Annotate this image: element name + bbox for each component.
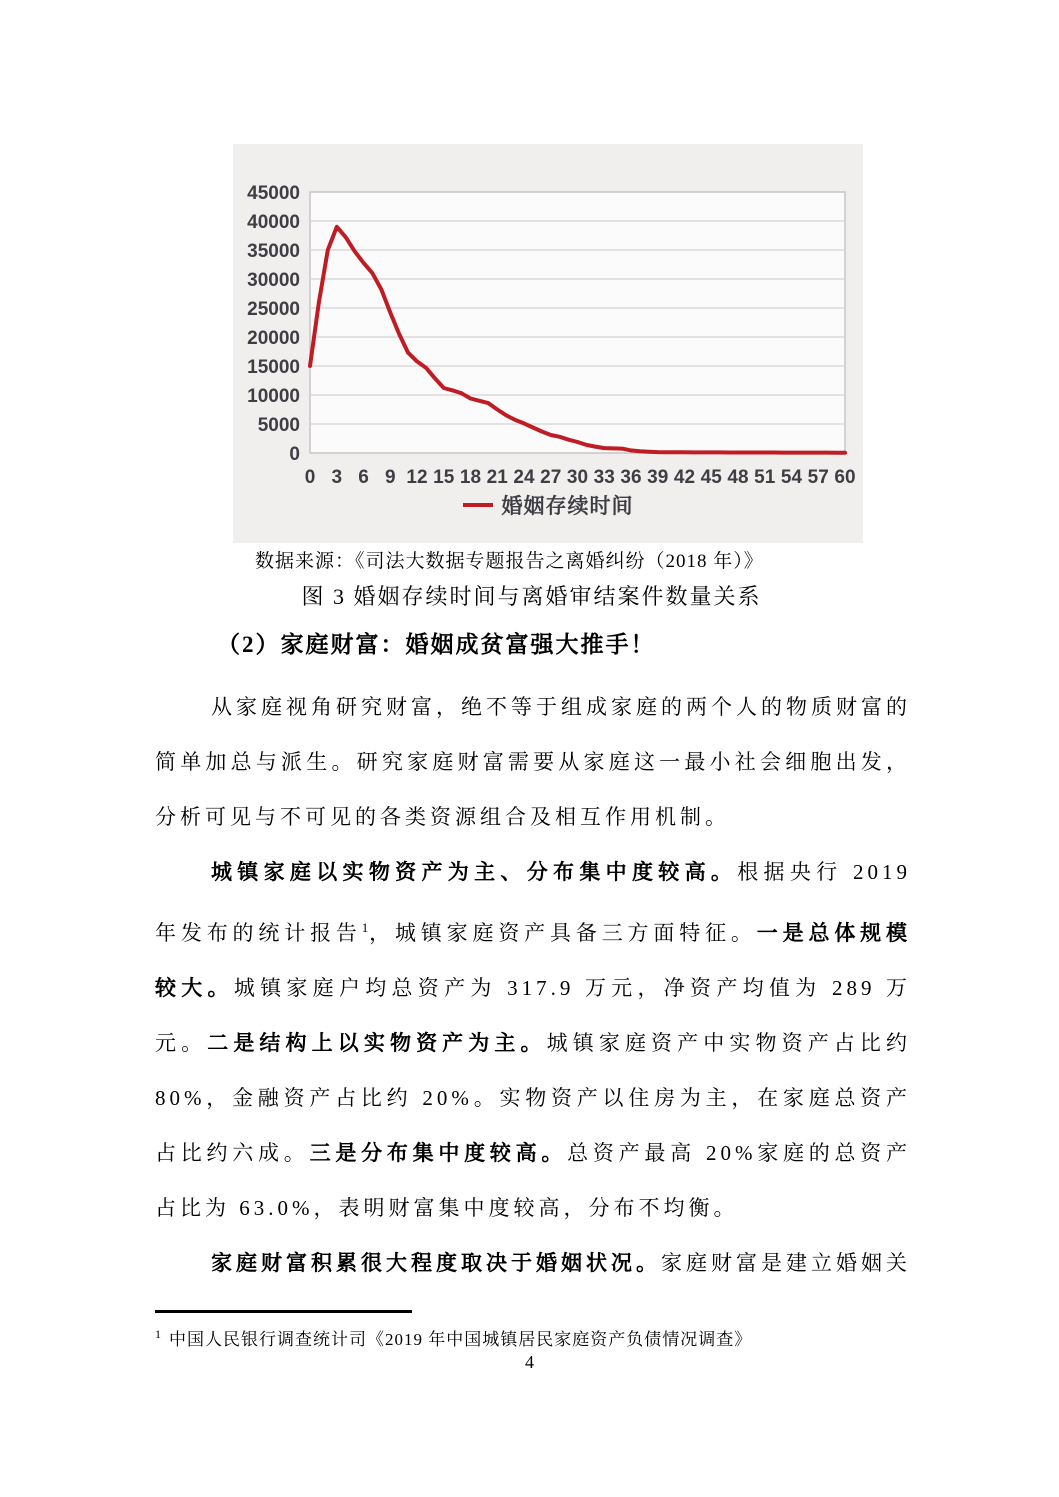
- y-tick-label: 10000: [247, 386, 300, 407]
- x-tick-label: 45: [700, 467, 722, 488]
- text-run: 从家庭视角研究财富，绝不等于组成家庭的两个人的物质财富的简单加总与派生。研究家庭财富需要从家庭这一最小社会细胞出发，分析可见与不可见的各类资源组合及相互作用机制。: [155, 695, 911, 829]
- x-tick-label: 48: [727, 467, 749, 488]
- bold-text-run: 家庭财富积累很大程度取决于婚姻状况。: [211, 1251, 661, 1275]
- text-run: 家庭财富是建立婚姻关: [661, 1251, 911, 1275]
- x-tick-label: 30: [566, 467, 589, 488]
- plot-area: [310, 192, 845, 453]
- x-tick-label: 3: [331, 467, 343, 488]
- x-tick-label: 60: [834, 467, 856, 488]
- x-tick-label: 57: [807, 467, 829, 488]
- paragraph-3: [155, 1236, 911, 1291]
- figure-source: 数据来源：《司法大数据专题报告之离婚纠纷（2018 年）》: [255, 551, 764, 572]
- x-tick-label: 39: [647, 467, 669, 488]
- bold-text-run: 城镇家庭以实物资产为主、分布集中度较高。: [211, 860, 738, 884]
- y-tick-label: 30000: [247, 270, 300, 291]
- paragraph-1: [155, 680, 911, 845]
- x-tick-label: 6: [358, 467, 369, 488]
- marriage-duration-line-chart: [233, 144, 863, 543]
- y-tick-label: 20000: [247, 328, 300, 349]
- superscript-ref: 1: [361, 920, 369, 935]
- x-tick-label: 54: [780, 467, 803, 488]
- x-tick-label: 36: [620, 467, 642, 488]
- bold-text-run: 一是总体规模较大。: [155, 921, 912, 1000]
- y-tick-label: 0: [289, 444, 300, 465]
- text-run: ，城镇家庭资产具备三方面特征。: [368, 921, 757, 945]
- y-tick-label: 15000: [247, 357, 300, 378]
- x-tick-label: 15: [433, 467, 455, 488]
- page-number: 4: [525, 1352, 534, 1372]
- x-tick-label: 21: [486, 467, 508, 488]
- x-tick-label: 0: [304, 467, 316, 488]
- x-tick-label: 18: [459, 467, 482, 488]
- bold-text-run: 二是结构上以实物资产为主。: [207, 1031, 547, 1055]
- y-tick-label: 45000: [247, 183, 300, 204]
- y-tick-label: 5000: [257, 415, 300, 436]
- bold-text-run: 三是分布集中度较高。: [309, 1141, 568, 1165]
- x-tick-label: 12: [406, 467, 428, 488]
- footnote-marker: 1: [155, 1327, 162, 1342]
- legend-label: 婚姻存续时间: [501, 495, 634, 518]
- figure-3-chart-panel: [233, 144, 863, 543]
- text-run: 城镇家庭资产中实物资产占比约 80%，金融资产占比约 20%。实物资产以住房为主，在家庭总资产占比约六成。: [155, 1031, 912, 1165]
- y-tick-label: 40000: [247, 212, 300, 233]
- section-heading: （2）家庭财富：婚姻成贫富强大推手！: [217, 632, 656, 657]
- x-tick-label: 9: [384, 467, 396, 488]
- x-tick-label: 51: [754, 467, 776, 488]
- y-tick-label: 35000: [247, 241, 300, 262]
- body-text: [155, 680, 911, 1291]
- y-tick-label: 25000: [247, 299, 300, 320]
- footnote-text: 中国人民银行调查统计司《2019 年中国城镇居民家庭资产负债情况调查》: [169, 1330, 753, 1349]
- x-tick-label: 42: [673, 467, 696, 488]
- text-run: 总资产最高 20%家庭的总资产占比为 63.0%，表明财富集中度较高，分布不均衡。: [155, 1141, 912, 1220]
- paragraph-2: [155, 845, 911, 1236]
- figure-caption: 图 3 婚姻存续时间与离婚审结案件数量关系: [301, 584, 762, 609]
- chart-legend: [233, 490, 863, 520]
- text-run: 根据央行 2019 年发布的统计报告: [155, 860, 912, 945]
- legend-line-swatch: [463, 503, 493, 507]
- footnote: [155, 1325, 911, 1350]
- text-run: 城镇家庭户均总资产为 317.9 万元，净资产均值为 289 万元。: [155, 976, 912, 1055]
- x-tick-label: 24: [513, 467, 535, 488]
- footnote-separator: [155, 1310, 412, 1313]
- x-tick-label: 27: [540, 467, 562, 488]
- x-tick-label: 33: [593, 467, 615, 488]
